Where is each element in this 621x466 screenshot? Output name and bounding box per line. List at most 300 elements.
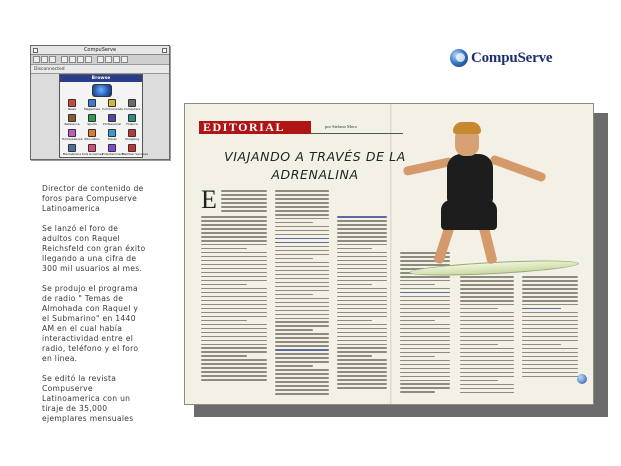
text-line <box>201 379 267 381</box>
text-line <box>522 332 578 334</box>
browse-item-label: Sports <box>87 122 97 126</box>
text-line <box>275 302 329 304</box>
text-line <box>460 348 514 350</box>
text-line <box>275 198 329 200</box>
toolbar-button[interactable] <box>85 56 92 63</box>
text-line <box>275 314 329 316</box>
text-line <box>337 288 387 290</box>
text-line <box>460 368 514 370</box>
toolbar-button[interactable] <box>61 56 68 63</box>
text-line <box>221 190 267 192</box>
text-line <box>275 250 329 252</box>
compuserve-logo <box>450 47 560 69</box>
text-line <box>522 372 578 374</box>
text-line <box>460 308 498 310</box>
browse-item[interactable] <box>102 114 122 128</box>
text-line <box>337 347 387 349</box>
text-line <box>337 371 387 373</box>
text-line <box>400 304 450 306</box>
compuserve-mark-icon <box>577 374 587 384</box>
text-line <box>201 284 247 286</box>
text-line <box>275 381 329 383</box>
text-line <box>275 194 329 196</box>
browse-item-icon <box>68 129 76 137</box>
text-line <box>460 336 514 338</box>
text-line <box>201 264 267 266</box>
section-title: EDITORIAL <box>203 120 285 134</box>
text-line <box>400 328 450 330</box>
text-line <box>337 272 387 274</box>
text-line <box>400 391 435 393</box>
text-line <box>400 356 435 358</box>
text-line <box>400 312 450 314</box>
text-line <box>337 340 387 342</box>
text-line <box>201 336 267 338</box>
text-line <box>201 344 267 346</box>
text-line <box>400 368 450 370</box>
text-line <box>275 318 329 320</box>
logo-text: CompuServe <box>471 49 553 66</box>
text-line <box>400 360 450 362</box>
text-line <box>201 363 267 365</box>
browse-item[interactable] <box>62 99 82 113</box>
text-line <box>460 312 514 314</box>
browse-item-icon <box>108 144 116 152</box>
text-line <box>221 194 267 196</box>
browse-item[interactable] <box>122 144 148 158</box>
text-line <box>201 232 267 234</box>
text-line <box>275 290 329 292</box>
text-line <box>201 355 247 357</box>
text-column <box>221 190 267 214</box>
text-column <box>460 276 514 396</box>
text-line <box>201 288 267 290</box>
text-line <box>275 349 329 351</box>
text-line <box>522 324 578 326</box>
text-column <box>201 216 267 383</box>
text-line <box>522 304 578 306</box>
browse-item-label: News <box>67 107 77 111</box>
text-line <box>337 379 387 381</box>
browse-item-label: Kids & Games <box>82 152 104 156</box>
description-paragraph: Se editó la revista Compuserve Latinoamerica con un tiraje de 35,000 ejemplares mensuales <box>42 374 134 423</box>
toolbar-button[interactable] <box>97 56 104 63</box>
browse-item[interactable] <box>82 129 102 143</box>
text-line <box>460 296 514 298</box>
browse-item[interactable] <box>102 129 122 143</box>
toolbar-button[interactable] <box>77 56 84 63</box>
text-line <box>201 324 267 326</box>
text-line <box>275 298 329 300</box>
text-line <box>275 242 329 244</box>
window-title: CompuServe <box>83 47 117 53</box>
text-line <box>400 336 450 338</box>
text-line <box>522 328 578 330</box>
text-line <box>400 376 450 378</box>
browse-item-icon <box>128 129 136 137</box>
text-line <box>460 332 514 334</box>
text-line <box>201 236 267 238</box>
text-line <box>275 357 329 359</box>
text-line <box>275 353 329 355</box>
text-line <box>337 332 387 334</box>
text-line <box>460 344 498 346</box>
browse-grid <box>62 99 148 158</box>
text-line <box>460 328 514 330</box>
text-line <box>460 316 514 318</box>
text-line <box>201 224 267 226</box>
browse-window <box>59 74 148 158</box>
text-line <box>400 308 450 310</box>
text-line <box>400 344 450 346</box>
text-line <box>337 296 387 298</box>
text-line <box>201 272 267 274</box>
text-line <box>275 286 329 288</box>
browse-item-icon <box>88 114 96 122</box>
text-line <box>337 264 387 266</box>
browse-item[interactable] <box>102 99 122 113</box>
text-line <box>337 316 387 318</box>
text-line <box>275 294 313 296</box>
text-line <box>275 369 329 371</box>
text-line <box>337 367 387 369</box>
text-line <box>337 228 387 230</box>
description-paragraph: Se lanzó el foro de adultos con Raquel Reichsfeld con gran éxito llegando a una cifra de 300 mil usuarios al mes. <box>42 224 146 273</box>
text-line <box>201 304 267 306</box>
text-line <box>201 240 267 242</box>
browse-item-label: Travel <box>107 137 117 141</box>
text-line <box>201 367 267 369</box>
text-line <box>460 352 514 354</box>
text-line <box>400 387 450 389</box>
text-line <box>337 256 387 258</box>
text-line <box>275 377 329 379</box>
text-line <box>460 292 514 294</box>
browse-item[interactable] <box>122 114 142 128</box>
compuserve-app-window <box>30 45 170 160</box>
text-line <box>337 292 387 294</box>
text-line <box>201 228 267 230</box>
text-line <box>337 268 387 270</box>
text-line <box>522 336 578 338</box>
text-line <box>201 280 267 282</box>
browse-item[interactable] <box>82 99 102 113</box>
browse-item-icon <box>68 144 76 152</box>
text-line <box>275 254 329 256</box>
text-line <box>400 300 450 302</box>
browse-item-icon <box>128 144 136 152</box>
toolbar-button[interactable] <box>49 56 56 63</box>
text-line <box>522 296 578 298</box>
text-line <box>522 348 578 350</box>
text-line <box>337 383 387 385</box>
text-line <box>522 300 578 302</box>
browse-title: Browse <box>60 75 142 82</box>
text-line <box>400 316 450 318</box>
text-line <box>275 341 329 343</box>
text-line <box>275 278 329 280</box>
text-line <box>337 280 387 282</box>
text-line <box>337 351 387 353</box>
browse-item[interactable] <box>62 144 82 158</box>
text-line <box>275 321 329 323</box>
text-column <box>337 216 387 391</box>
text-line <box>460 356 514 358</box>
magazine-spread-image <box>184 103 604 414</box>
text-line <box>201 244 267 246</box>
text-line <box>275 262 329 264</box>
browse-item[interactable] <box>82 144 102 158</box>
browse-item-icon <box>128 114 136 122</box>
text-line <box>337 220 387 222</box>
text-line <box>337 260 387 262</box>
text-line <box>337 308 387 310</box>
browse-item-icon <box>108 129 116 137</box>
text-line <box>221 206 267 208</box>
text-line <box>460 380 498 382</box>
browse-item-icon <box>88 129 96 137</box>
browse-item-label: Professional <box>102 122 122 126</box>
text-line <box>522 368 578 370</box>
text-line <box>275 226 329 228</box>
text-line <box>275 274 329 276</box>
text-line <box>522 320 578 322</box>
text-line <box>275 345 329 347</box>
text-line <box>275 310 329 312</box>
browse-item-label: Entertainment <box>102 152 124 156</box>
browse-item-label: Education <box>84 137 100 141</box>
text-line <box>337 224 387 226</box>
browse-item[interactable] <box>62 114 82 128</box>
browse-item-icon <box>68 99 76 107</box>
text-line <box>337 320 372 322</box>
text-line <box>221 210 267 212</box>
text-line <box>460 320 514 322</box>
text-line <box>460 372 514 374</box>
text-line <box>400 364 450 366</box>
browse-item[interactable] <box>122 99 142 113</box>
text-line <box>201 371 267 373</box>
text-line <box>201 220 267 222</box>
text-line <box>275 266 329 268</box>
browse-item-icon <box>108 99 116 107</box>
text-line <box>460 384 514 386</box>
text-line <box>337 363 387 365</box>
globe-icon <box>92 84 112 97</box>
toolbar-button[interactable] <box>33 56 40 63</box>
text-line <box>400 383 450 385</box>
text-line <box>201 216 267 218</box>
text-line <box>201 320 247 322</box>
compuserve-globe-icon <box>450 49 468 67</box>
text-line <box>275 234 329 236</box>
text-line <box>460 340 514 342</box>
text-line <box>275 190 329 192</box>
text-line <box>201 260 267 262</box>
text-line <box>201 296 267 298</box>
text-line <box>275 329 313 331</box>
text-line <box>201 351 267 353</box>
description-paragraph: Director de contenido de foros para Compuserve Latinoamerica <box>42 184 144 213</box>
text-line <box>201 347 267 349</box>
text-line <box>400 372 450 374</box>
text-line <box>337 232 387 234</box>
text-line <box>201 276 267 278</box>
text-line <box>275 389 329 391</box>
text-line <box>522 356 578 358</box>
text-line <box>275 270 329 272</box>
text-column <box>275 190 329 397</box>
close-box-icon[interactable] <box>33 48 38 53</box>
text-line <box>400 320 435 322</box>
text-line <box>460 360 514 362</box>
text-line <box>460 300 514 302</box>
text-line <box>460 324 514 326</box>
text-line <box>400 380 450 382</box>
connection-status: Disconnected <box>31 65 169 74</box>
text-line <box>460 364 514 366</box>
text-line <box>201 312 267 314</box>
text-line <box>201 359 267 361</box>
text-line <box>400 324 450 326</box>
text-line <box>522 308 561 310</box>
text-column <box>522 276 578 380</box>
text-line <box>201 332 267 334</box>
toolbar <box>31 55 169 65</box>
text-line <box>400 348 450 350</box>
text-line <box>337 284 372 286</box>
browse-item-label: Shopping <box>124 137 140 141</box>
text-line <box>201 248 247 250</box>
text-line <box>337 375 387 377</box>
text-line <box>522 364 578 366</box>
text-line <box>400 292 450 294</box>
text-line <box>201 375 267 377</box>
toolbar-button[interactable] <box>113 56 120 63</box>
text-line <box>201 308 267 310</box>
text-line <box>337 244 387 246</box>
text-line <box>460 388 514 390</box>
text-line <box>275 202 329 204</box>
description-text <box>42 184 147 434</box>
text-line <box>275 218 329 220</box>
text-line <box>275 365 313 367</box>
text-line <box>522 344 561 346</box>
text-line <box>221 198 267 200</box>
text-line <box>337 248 372 250</box>
browse-item[interactable] <box>122 129 142 143</box>
text-line <box>337 276 387 278</box>
text-line <box>337 300 387 302</box>
browse-item-icon <box>88 144 96 152</box>
text-line <box>201 252 267 254</box>
text-line <box>337 236 387 238</box>
browse-item[interactable] <box>62 129 82 143</box>
toolbar-button[interactable] <box>105 56 112 63</box>
text-line <box>275 246 329 248</box>
window-titlebar[interactable] <box>31 46 169 55</box>
text-line <box>275 333 329 335</box>
browse-item-label: Home/Leisure <box>62 137 83 141</box>
browse-item-icon <box>88 99 96 107</box>
text-line <box>221 202 267 204</box>
toolbar-button[interactable] <box>121 56 128 63</box>
browse-item-label: Reference <box>64 122 80 126</box>
browse-item-label: Communicate <box>102 107 123 111</box>
browse-item-label: Computers <box>123 107 141 111</box>
text-line <box>275 385 329 387</box>
text-line <box>400 332 450 334</box>
text-line <box>522 352 578 354</box>
text-line <box>201 256 267 258</box>
text-line <box>275 230 329 232</box>
text-line <box>400 340 450 342</box>
text-line <box>275 214 329 216</box>
headline: VIAJANDO A TRAVÉS DE LA ADRENALINA <box>224 149 406 182</box>
text-line <box>201 300 267 302</box>
browse-item-icon <box>108 114 116 122</box>
text-line <box>275 206 329 208</box>
text-line <box>275 238 329 240</box>
text-line <box>337 252 387 254</box>
text-line <box>337 344 387 346</box>
toolbar-button[interactable] <box>41 56 48 63</box>
text-line <box>201 340 267 342</box>
text-line <box>275 306 329 308</box>
text-line <box>275 361 329 363</box>
text-line <box>400 352 450 354</box>
text-line <box>275 282 329 284</box>
browse-item-label: Finance <box>126 122 138 126</box>
text-line <box>275 337 329 339</box>
browse-item-icon <box>128 99 136 107</box>
surfer-illustration <box>389 120 569 290</box>
text-line <box>400 296 450 298</box>
text-line <box>275 258 313 260</box>
toolbar-button[interactable] <box>69 56 76 63</box>
text-line <box>201 268 267 270</box>
text-line <box>275 210 329 212</box>
text-line <box>275 325 329 327</box>
text-line <box>522 340 578 342</box>
browse-item-label: Member Services <box>122 152 148 156</box>
text-line <box>337 336 387 338</box>
magazine-page <box>184 103 594 405</box>
text-line <box>337 324 387 326</box>
text-line <box>337 312 387 314</box>
browse-item[interactable] <box>102 144 122 158</box>
text-line <box>337 355 372 357</box>
drop-cap: E <box>201 185 217 214</box>
text-line <box>337 328 387 330</box>
byline: por Stefano Moro <box>325 124 357 129</box>
text-line <box>337 240 387 242</box>
text-line <box>275 373 329 375</box>
text-line <box>337 216 387 218</box>
text-line <box>201 316 267 318</box>
browse-item-label: Magazines <box>84 107 100 111</box>
zoom-box-icon[interactable] <box>162 48 167 53</box>
text-line <box>337 304 387 306</box>
browse-item[interactable] <box>82 114 102 128</box>
description-paragraph: Se produjo el programa de radio " Temas de Almohada con Raquel y el Submarino" en 1440 AM en el cual había interactividad entre el radio, teléfono y el foro en línea. <box>42 284 139 363</box>
browse-item-label: Marketplace <box>62 152 82 156</box>
text-line <box>201 292 267 294</box>
text-line <box>337 387 387 389</box>
text-line <box>275 393 329 395</box>
text-line <box>460 376 514 378</box>
text-line <box>522 360 578 362</box>
